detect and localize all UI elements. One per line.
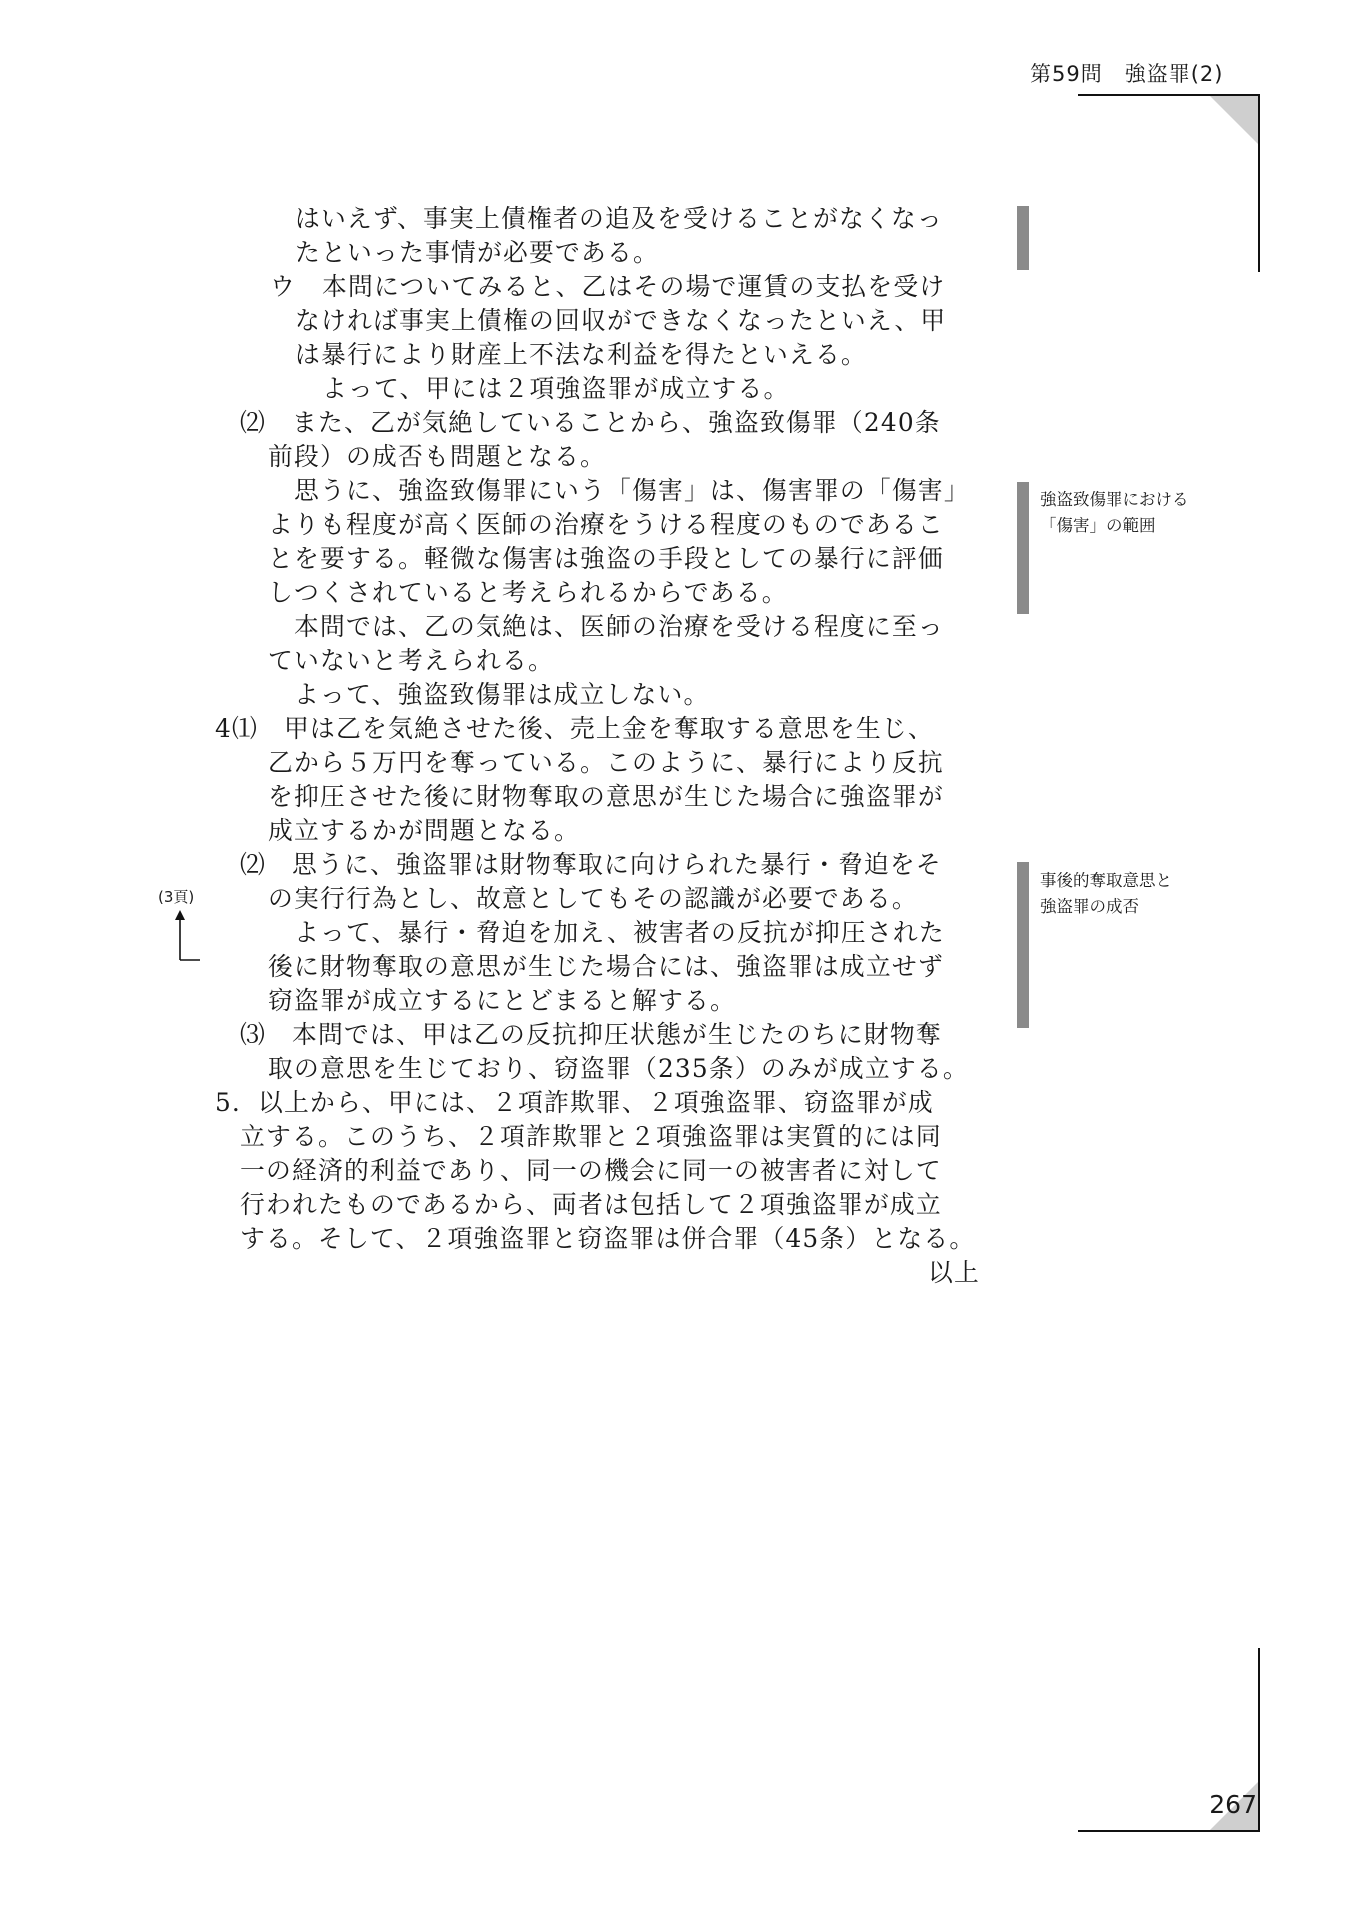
cross-reference-arrow-icon: [168, 910, 208, 964]
margin-note-line: 強盗罪の成否: [1040, 897, 1139, 916]
bottom-margin-rule: [1258, 1648, 1260, 1830]
body-line: なければ事実上債権の回収ができなくなったといえ、甲: [295, 306, 947, 335]
body-line: 5．以上から、甲には、２項詐欺罪、２項強盗罪、窃盗罪が成: [215, 1088, 934, 1117]
page-number: 267: [1209, 1790, 1257, 1819]
body-line: ⑵ 思うに、強盗罪は財物奪取に向けられた暴行・脅迫をそ: [240, 850, 942, 879]
top-margin-rule: [1258, 96, 1260, 272]
margin-bar: [1017, 482, 1029, 614]
body-line: よって、強盗致傷罪は成立しない。: [294, 680, 710, 709]
body-line: を抑圧させた後に財物奪取の意思が生じた場合に強盗罪が: [268, 782, 944, 811]
margin-note-injury-scope: [1040, 487, 1240, 539]
body-line: 乙から５万円を奪っている。このように、暴行により反抗: [268, 748, 944, 777]
body-line: の実行行為とし、故意としてもその認識が必要である。: [268, 884, 918, 913]
cross-reference-label: (3頁): [158, 888, 195, 906]
body-line: は暴行により財産上不法な利益を得たといえる。: [295, 340, 867, 369]
body-line: よって、甲には２項強盗罪が成立する。: [322, 374, 790, 403]
body-line: とを要する。軽微な傷害は強盗の手段としての暴行に評価: [268, 544, 944, 573]
body-line: よって、暴行・脅迫を加え、被害者の反抗が抑圧された: [294, 918, 945, 947]
body-line: 取の意思を生じており、窃盗罪（235条）のみが成立する。: [268, 1054, 969, 1083]
margin-note-line: 事後的奪取意思と: [1040, 871, 1172, 890]
body-line: たといった事情が必要である。: [295, 238, 659, 267]
body-line: はいえず、事実上債権者の追及を受けることがなくなっ: [295, 204, 943, 233]
closing-mark: 以上: [928, 1258, 980, 1287]
body-line: 後に財物奪取の意思が生じた場合には、強盗罪は成立せず: [268, 952, 944, 981]
body-line: 立する。このうち、２項詐欺罪と２項強盗罪は実質的には同: [240, 1122, 942, 1151]
body-line: 前段）の成否も問題となる。: [268, 442, 606, 471]
chapter-header-title: 第59問 強盗罪(2): [1030, 62, 1224, 86]
body-line: ていないと考えられる。: [268, 646, 554, 675]
margin-note-line: 強盗致傷罪における: [1040, 490, 1189, 509]
margin-bar: [1017, 206, 1029, 270]
body-line: 行われたものであるから、両者は包括して２項強盗罪が成立: [240, 1190, 942, 1219]
body-line: 一の経済的利益であり、同一の機会に同一の被害者に対して: [240, 1156, 942, 1185]
body-line: 4⑴ 甲は乙を気絶させた後、売上金を奪取する意思を生じ、: [215, 714, 934, 743]
margin-note-subsequent-intent: [1040, 868, 1240, 920]
body-line: 成立するかが問題となる。: [268, 816, 580, 845]
body-line: よりも程度が高く医師の治療をうける程度のものであるこ: [268, 510, 944, 539]
top-corner-decoration: [1210, 96, 1258, 144]
body-line: ⑶ 本問では、甲は乙の反抗抑圧状態が生じたのちに財物奪: [240, 1020, 942, 1049]
margin-bar: [1017, 862, 1029, 1028]
body-line: しつくされていると考えられるからである。: [268, 578, 788, 607]
body-line: ウ 本問についてみると、乙はその場で運賃の支払を受け: [270, 272, 946, 301]
body-line: する。そして、２項強盗罪と窃盗罪は併合罪（45条）となる。: [240, 1224, 976, 1253]
body-line: ⑵ また、乙が気絶していることから、強盗致傷罪（240条: [240, 408, 941, 437]
body-line: 本問では、乙の気絶は、医師の治療を受ける程度に至っ: [294, 612, 944, 641]
body-line: 窃盗罪が成立するにとどまると解する。: [268, 986, 736, 1015]
body-line: 思うに、強盗致傷罪にいう「傷害」は、傷害罪の「傷害」: [294, 476, 970, 505]
footer-rule: [1078, 1830, 1260, 1832]
margin-note-line: 「傷害」の範囲: [1040, 516, 1156, 535]
